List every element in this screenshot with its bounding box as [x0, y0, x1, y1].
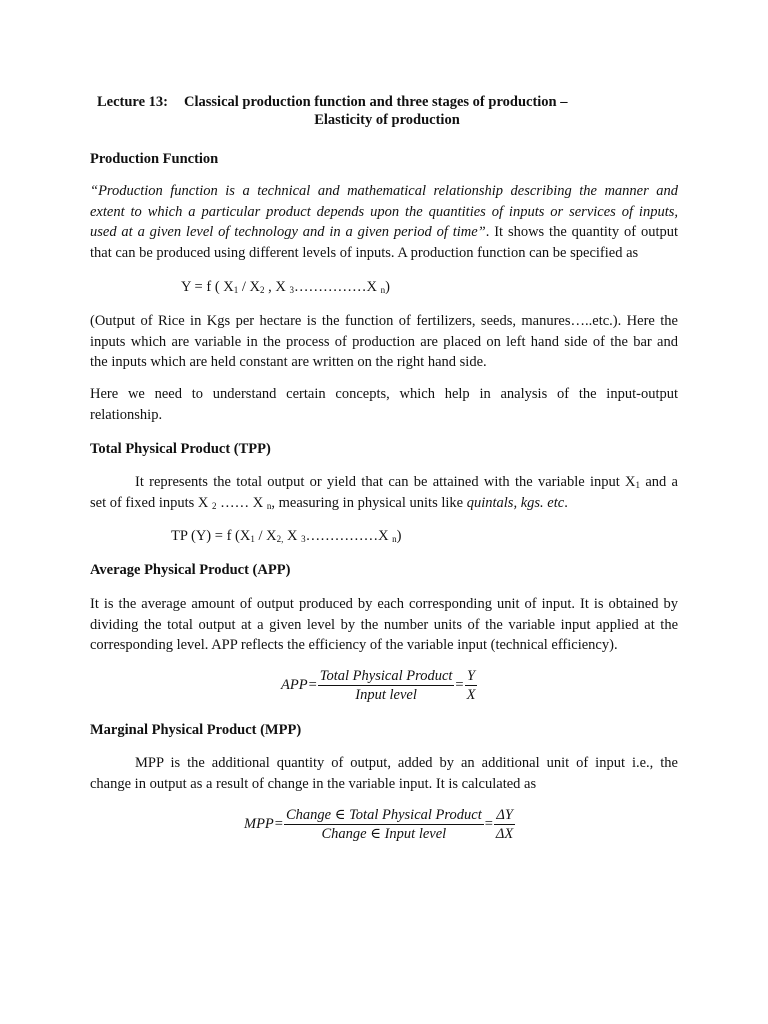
- mpp-line: MPP is the additional quantity of output, added by an additional unit of input i.e., the: [135, 755, 678, 771]
- mpp-numerator-short: ΔY: [494, 806, 515, 825]
- app-denominator: Input level: [355, 687, 417, 703]
- tpp-line: It represents the total output or yield that can be attained with the variable input $X_1$ and a: [135, 474, 678, 490]
- mpp-denominator-short: ΔX: [495, 826, 514, 842]
- concepts-line: relationship.: [90, 406, 163, 423]
- mpp-fraction-short: [494, 806, 515, 843]
- production-function-equation: Y = f ( $X_1 / X_2$ , X $_3$……………X $_n$): [181, 279, 390, 295]
- app-fraction-short: [465, 667, 478, 704]
- mpp-denominator: Change ∈ Input level: [321, 826, 447, 842]
- lecture-title: [90, 93, 678, 129]
- explanation-line: inputs which are variable in the process of production are placed on left hand side of the bar and: [90, 333, 678, 350]
- heading-mpp: Marginal Physical Product (MPP): [90, 722, 302, 738]
- heading-tpp: Total Physical Product (TPP): [90, 441, 271, 457]
- heading-app: Average Physical Product (APP): [90, 562, 291, 578]
- definition-line: that can be produced using different levels of inputs. A production function can be specified as: [90, 244, 639, 261]
- production-function-explanation: [90, 311, 678, 373]
- mpp-paragraph: [90, 753, 678, 794]
- app-line: It is the average amount of output produced by each corresponding unit of input. It is obtained by: [90, 596, 678, 612]
- app-paragraph: [90, 594, 678, 656]
- definition-tail: . It shows the quantity of output: [485, 224, 678, 240]
- tpp-paragraph: [90, 472, 678, 513]
- tpp-equation: TP (Y) = f ($X_1 / X_{2,}$ X $_3$……………X $_n$): [171, 528, 402, 544]
- definition-line: used at a given level of technology and in a given period of time”: [90, 224, 486, 240]
- definition-line: “Production function is a technical and mathematical relationship describing the manner and: [90, 183, 678, 199]
- app-numerator-short: Y: [465, 667, 478, 686]
- app-line: corresponding level. APP reflects the efficiency of the variable input (technical efficiency).: [90, 637, 618, 653]
- mpp-formula-lhs: MPP: [244, 816, 274, 833]
- mpp-fraction-main: [284, 806, 484, 843]
- tpp-line: set of fixed inputs X $_2$ …… X $_n$, measuring in physical units like quintals, kgs. etc.: [90, 494, 568, 511]
- definition-line: extent to which a particular product depends upon the quantities of inputs or services of inputs,: [90, 203, 678, 220]
- heading-production-function: Production Function: [90, 151, 219, 167]
- explanation-line: (Output of Rice in Kgs per hectare is the function of fertilizers, seeds, manures…..etc.). Here the: [90, 313, 678, 329]
- title-line-2: Elasticity of production: [314, 112, 460, 128]
- concepts-line: Here we need to understand certain concepts, which help in analysis of the input-output: [90, 386, 678, 402]
- title-line-1: Classical production function and three stages of production –: [184, 94, 568, 110]
- production-function-definition: [90, 181, 678, 263]
- app-denominator-short: X: [466, 687, 476, 703]
- app-formula: APP = $\frac{\text{Total Physical Product}}{\text{Input level}}$ = $\frac{Y}{X}$: [281, 668, 476, 703]
- lecture-number: Lecture 13:: [97, 94, 168, 110]
- mpp-line: change in output as a result of change in the variable input. It is calculated as: [90, 775, 537, 792]
- explanation-line: the inputs which are held constant are written on the right hand side.: [90, 354, 487, 370]
- mpp-formula: MPP = $\frac{\text{Change ∈ Total Physical Product}}{\text{Change ∈ Input level}}$ = $\frac{\Delta Y}{\Delta X}$: [244, 807, 514, 842]
- mpp-numerator: Change ∈ Total Physical Product: [285, 807, 482, 823]
- app-numerator: Total Physical Product: [319, 668, 453, 684]
- app-line: dividing the total output at a given level by the number units of the variable input applied at the: [90, 616, 678, 633]
- app-fraction-main: [318, 667, 455, 704]
- concepts-paragraph: [90, 384, 678, 425]
- app-formula-lhs: APP: [281, 677, 308, 694]
